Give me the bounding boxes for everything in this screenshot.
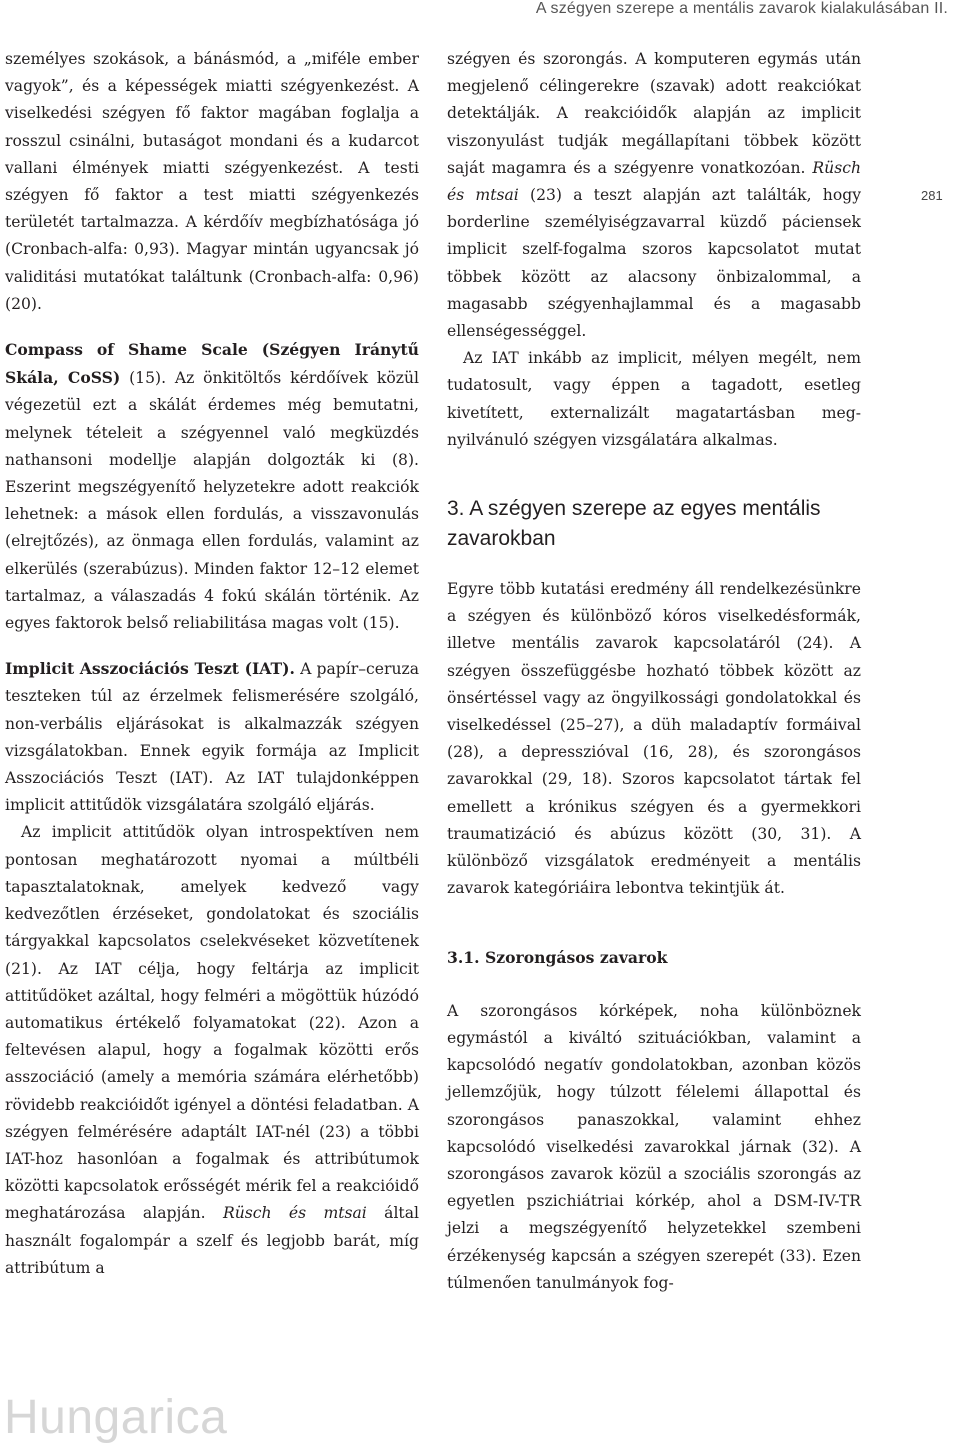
paragraph-iat [5,655,419,819]
section-heading-3: 3. A szégyen szerepe az egyes mentális zavarokban [447,497,821,551]
author-citation: Rüsch és mtsai [222,1204,367,1223]
implicit-text-b: által használt fogalompár a szelf és legjobb barát, míg attribútum a [5,1204,419,1277]
coss-heading: Compass of Shame Scale (Szégyen Iránytű Skála, CoSS) [5,340,419,388]
iat-results-a: szégyen és szorongás. A komputeren egymás után megjelenő célingerekre (szavak) adott reakciókat detektálják. A reakcióidők alapján az implicit viszonyulást tudják megállapítani többek között saját magamra és a szégyenre vonatkozóan. [447,50,861,177]
right-column [447,46,861,1297]
paragraph-shame-factors: személyes szokások, a bánásmód, a „miféle ember vagyok”, és a képességek miatti szégyenkezést. A viselkedési szégyen fő faktor magában foglalja a rosszul csinálni, butaságot mondani és a kudarcot vallani élmények miatti szégyenkezést. A testi szégyen fő faktor a test miatti szégyenkezés területét tartalmazza. A kérdőív megbízhatósága jó (Cronbach-alfa: 0,93). Magyar mintán ugyancsak jó validitási mutatókat találtunk (Cronbach-alfa: 0,96) (20). [5,50,419,313]
paragraph-iat-suitability: Az IAT inkább az implicit, mélyen megélt, nem tudatosult, vagy éppen a tagadott, esetleg kivetített, externalizált magatartásban megnyilvánuló szégyen vizsgálatára alkalmas. [447,349,861,449]
paragraph-iat-results [447,46,861,345]
journal-wordmark: Hungarica [4,1391,228,1444]
iat-text: A papír–ceruza teszteken túl az érzelmek felismerésére szolgáló, non-verbális eljárásokat is alkalmazzák szégyen vizsgálatokban. Ennek egyik formája az Implicit Asszociációs Teszt (IAT). Az IAT tulajdonképpen implicit attitűdök vizsgálatára szolgáló eljárás. [5,660,419,815]
section-heading-3-1: 3.1. Szorongásos zavarok [447,948,668,968]
paragraph-anxiety-disorders: A szorongásos kórképek, noha különböznek egymástól a kiváltó szituációkban, valamint a kapcsolódó negatív gondolatokban, azonban közös jellemzőjük, hogy túlzott félelemi állapottal és szorongásos panaszokkal, valamint ehhez kapcsolódó viselkedési zavarokkal járnak (32). A szorongásos zavarok közül a szociális szorongás az egyetlen pszichiátriai kórkép, ahol a DSM-IV-TR jelzi a megszégyenítő helyzetekkel szembeni érzékenység kapcsán a szégyen szerepét (33). Ezen túlmenően tanulmányok fog- [447,1001,861,1292]
paragraph-implicit-attitudes [5,819,419,1281]
paragraph-section-3: Egyre több kutatási eredmény áll rendelkezésünkre a szégyen és különböző kóros viselkedésformák, illetve mentális zavarok kapcsolatáról (24). A szégyen összefüggésbe hozható többek között az önsértéssel vagy az öngyilkossági gondolatokkal és viselkedéssel (25–27), a düh maladaptív formáival (28), a depresszióval (16, 28), és szorongásos zavarokkal (29, 18). Szoros kapcsolatot tártak fel emellett a krónikus szégyen és a gyermekkori traumatizáció és abúzus között (30, 31). A különböző vizsgálatok eredményeit a mentális zavarok kategóriáira lebontva tekintjük át. [447,580,861,898]
implicit-text-a: Az implicit attitűdök olyan introspektíven nem pontosan meghatározott nyomai a múltbéli tapasztalatoknak, amelyek kedvező vagy kedvezőtlen érzéseket, gondolatokat és szociális tárgyakkal kapcsolatos cselekvéseket közvetítenek (21). Az IAT célja, hogy feltárja az implicit attitűdöket azáltal, hogy felméri a mögöttük húzódó automatikus értékelő folyamatokat (22). Azon a feltevésen alapul, hogy a fogalmak közötti erős asszociáció (amely a memória számára elérhetőbb) rövidebb reakcióidőt igényel a döntési feladatban. A szégyen felmérésére adaptált IAT-nél (23) a többi IAT-hoz hasonlóan a fogalmak és attribútumok közötti kapcsolatok erősségét mérik fel a reakcióidő meghatározása alapján. [5,823,419,1223]
running-header: A szégyen szerepe a mentális zavarok kialakulásában II. [535,0,948,17]
author-citation: Rüsch és mtsai [447,158,861,205]
iat-results-b: (23) a teszt alapján azt találták, hogy borderline személyiségzavarral küzdő páciensek implicit szelf-fogalma szoros kapcsolatot mutat többek között az alacsony önbizalommal, a magasabb szégyenhajlammal és a magasabb ellenségességgel. [447,186,862,341]
iat-heading: Implicit Asszociációs Teszt (IAT). [5,659,295,679]
paragraph-coss [5,336,419,637]
page-number: 281 [921,188,943,203]
left-column [5,46,419,1282]
coss-text: (15). Az önkitöltős kérdőívek közül végezetül ezt a skálát érdemes még bemutatni, melynek tételeit a szégyennel való megküzdés nathansoni modellje alapján dolgozták ki (8). Eszerint megszégyenítő helyzetekre adott reakciók lehetnek: a mások ellen fordulás, a visszavonulás (elrejtőzés), az önmaga ellen fordulás, valamint az elkerülés (szerabúzus). Minden faktor 12–12 elemet tartalmaz, a válaszadás 4 fokú skálán történik. Az egyes faktorok belső reliabilitása magas volt (15). [5,369,419,633]
